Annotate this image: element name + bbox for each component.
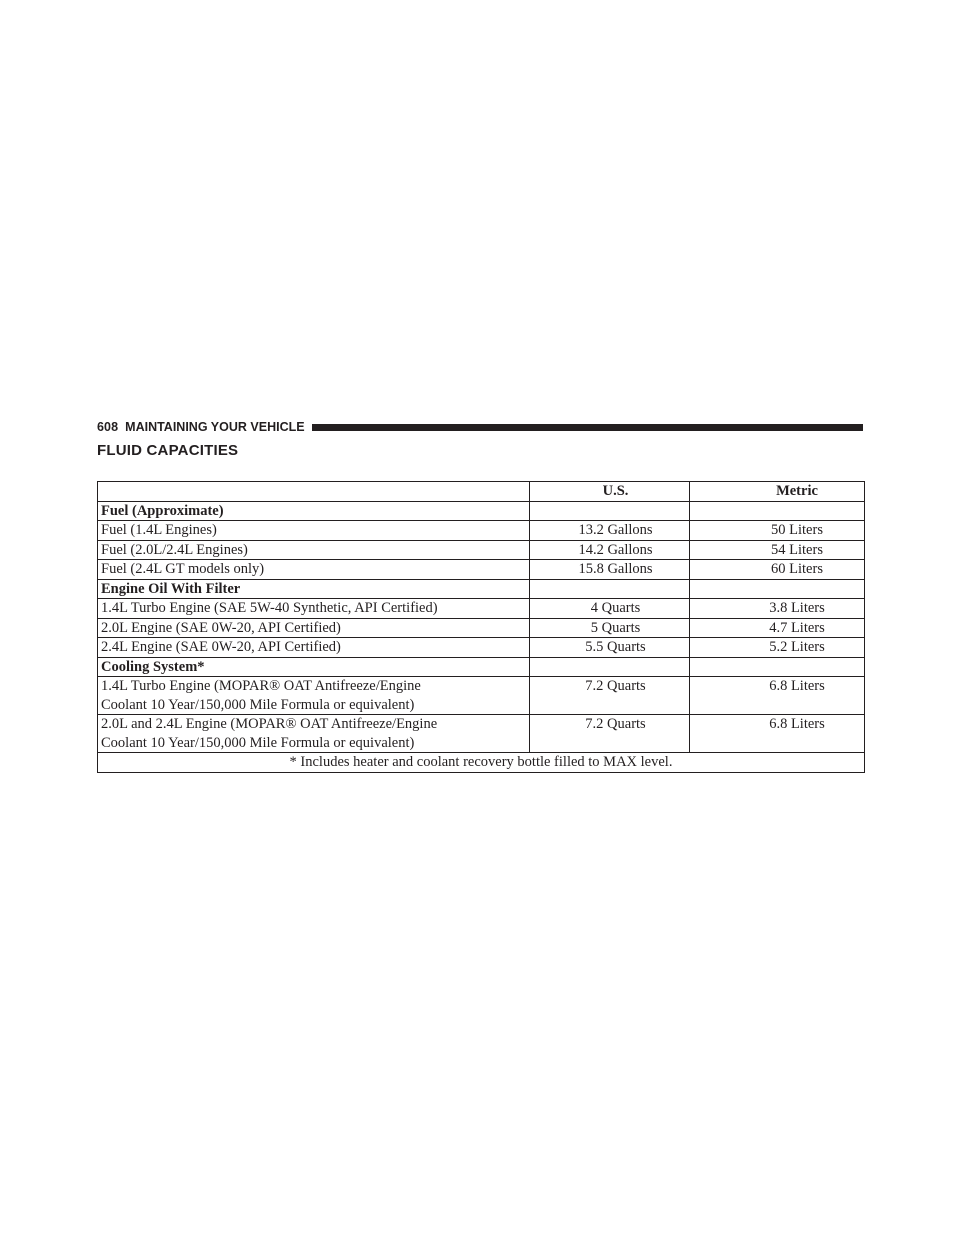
- cell-label-line: 2.0L and 2.4L Engine (MOPAR® OAT Antifreeze/Engine: [101, 716, 438, 732]
- cell-metric: 3.8 Liters: [690, 599, 865, 619]
- cell-metric: 60 Liters: [690, 560, 865, 580]
- cell-label: Fuel (1.4L Engines): [98, 521, 530, 541]
- table-row: [98, 638, 865, 658]
- table-row-group: [98, 579, 865, 599]
- cell-metric: 5.2 Liters: [690, 638, 865, 658]
- table-row: [98, 521, 865, 541]
- table-footnote-row: [98, 753, 865, 773]
- cell-label: 2.0L Engine (SAE 0W-20, API Certified): [98, 618, 530, 638]
- cell-metric: 6.8 Liters: [690, 715, 865, 753]
- table-row: [98, 618, 865, 638]
- table-row: [98, 715, 865, 753]
- section-title: FLUID CAPACITIES: [97, 442, 239, 459]
- header-cell-us: U.S.: [530, 482, 690, 502]
- cell-metric: [690, 657, 865, 677]
- table-row: [98, 540, 865, 560]
- cell-us: [530, 579, 690, 599]
- table-row: [98, 599, 865, 619]
- section-name: MAINTAINING YOUR VEHICLE: [125, 420, 305, 434]
- cell-us: 5 Quarts: [530, 618, 690, 638]
- cell-us: 7.2 Quarts: [530, 677, 690, 715]
- cell-label-line: Coolant 10 Year/150,000 Mile Formula or equivalent): [101, 734, 415, 751]
- cell-us: 13.2 Gallons: [530, 521, 690, 541]
- header-rule: [312, 424, 863, 431]
- group-label-engine-oil: Engine Oil With Filter: [98, 579, 530, 599]
- table-header-row: [98, 482, 865, 502]
- table-row: [98, 560, 865, 580]
- header-cell-metric: Metric: [690, 482, 865, 502]
- cell-label-line: 1.4L Turbo Engine (MOPAR® OAT Antifreeze/Engine: [101, 678, 421, 694]
- cell-label: [98, 677, 530, 715]
- cell-label: Fuel (2.0L/2.4L Engines): [98, 540, 530, 560]
- cell-metric: 6.8 Liters: [690, 677, 865, 715]
- cell-us: 5.5 Quarts: [530, 638, 690, 658]
- cell-label-line: Coolant 10 Year/150,000 Mile Formula or equivalent): [101, 696, 415, 713]
- cell-metric: [690, 501, 865, 521]
- cell-label: 1.4L Turbo Engine (SAE 5W-40 Synthetic, API Certified): [98, 599, 530, 619]
- group-label-cooling-system: Cooling System*: [98, 657, 530, 677]
- cell-metric: [690, 579, 865, 599]
- group-label-fuel: Fuel (Approximate): [98, 501, 530, 521]
- header-cell-label: [98, 482, 530, 502]
- cell-label: [98, 715, 530, 753]
- cell-us: 7.2 Quarts: [530, 715, 690, 753]
- cell-us: [530, 501, 690, 521]
- cell-us: [530, 657, 690, 677]
- page-number: 608: [97, 420, 119, 434]
- cell-metric: 54 Liters: [690, 540, 865, 560]
- table-row-group: [98, 657, 865, 677]
- table-footnote: * Includes heater and coolant recovery bottle filled to MAX level.: [98, 753, 865, 773]
- running-header: [97, 419, 863, 435]
- cell-us: 4 Quarts: [530, 599, 690, 619]
- cell-label: Fuel (2.4L GT models only): [98, 560, 530, 580]
- cell-us: 14.2 Gallons: [530, 540, 690, 560]
- table-row: [98, 677, 865, 715]
- fluid-capacities-table: [97, 481, 865, 773]
- cell-us: 15.8 Gallons: [530, 560, 690, 580]
- table-row-group: [98, 501, 865, 521]
- cell-metric: 4.7 Liters: [690, 618, 865, 638]
- cell-metric: 50 Liters: [690, 521, 865, 541]
- cell-label: 2.4L Engine (SAE 0W-20, API Certified): [98, 638, 530, 658]
